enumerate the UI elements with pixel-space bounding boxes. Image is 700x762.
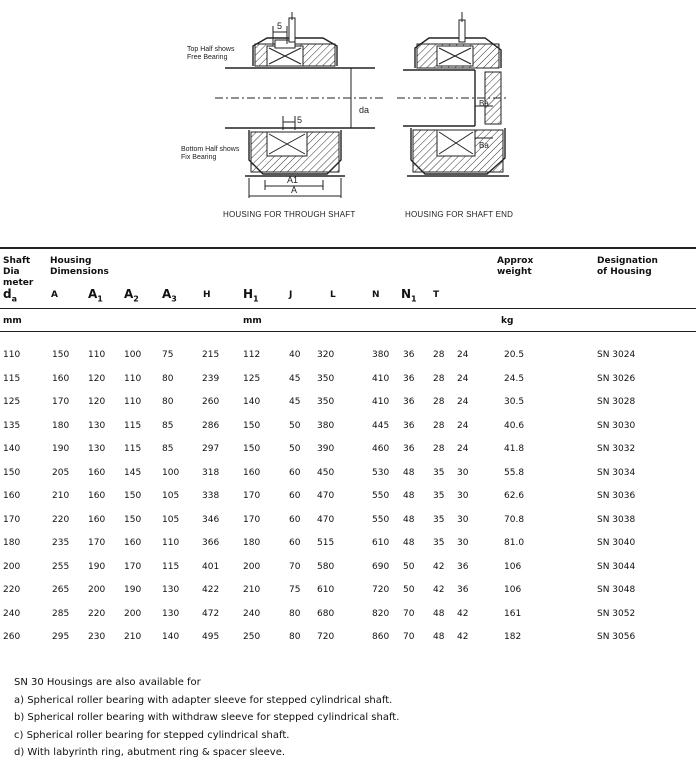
table-cell: SN 3030: [597, 420, 636, 431]
header-housing-line1: Housing: [50, 256, 92, 266]
table-cell: 150: [52, 350, 70, 360]
table-cell: 70.8: [504, 514, 525, 525]
table-cell: 145: [124, 467, 142, 478]
table-cell: 24: [457, 373, 469, 384]
table-cell: 60: [289, 514, 301, 525]
symbol-a1-sub: 1: [97, 294, 103, 304]
table-cell: 70: [403, 608, 415, 619]
note-item: c) Spherical roller bearing for stepped cylindrical shaft.: [14, 729, 290, 741]
table-row: [0, 609, 696, 623]
table-cell: 530: [372, 467, 390, 478]
caption-through-shaft: HOUSING FOR THROUGH SHAFT: [223, 210, 356, 219]
table-cell: 80: [289, 632, 301, 642]
table-cell: 36: [457, 561, 469, 572]
table-cell: 50: [403, 585, 415, 595]
table-cell: 460: [372, 444, 390, 454]
table-cell: 105: [162, 491, 180, 501]
table-cell: 338: [202, 491, 220, 501]
table-cell: 161: [504, 608, 522, 619]
table-cell: SN 3036: [597, 491, 636, 501]
table-cell: 380: [372, 350, 390, 360]
table-cell: 250: [243, 632, 261, 642]
table-row: [0, 491, 696, 505]
table-cell: 200: [88, 585, 106, 595]
housing-drawing: [175, 8, 535, 219]
dim-5-mid: 5: [297, 115, 303, 125]
table-row: [0, 585, 696, 599]
table-cell: 36: [403, 350, 415, 360]
dim-a1: A1: [287, 175, 299, 185]
note-item: b) Spherical roller bearing with withdraw sleeve for stepped cylindrical shaft.: [14, 712, 400, 723]
table-cell: 297: [202, 444, 220, 454]
table-cell: 28: [433, 397, 445, 407]
table-cell: 30: [457, 538, 469, 548]
dim-a: A: [291, 185, 298, 195]
table-cell: 170: [243, 491, 261, 501]
table-units-rule: [0, 331, 696, 332]
table-cell: 515: [317, 538, 335, 548]
table-cell: 180: [3, 538, 21, 548]
symbol-a1: [88, 287, 103, 303]
table-cell: SN 3052: [597, 608, 636, 619]
unit-shaft-mm: mm: [3, 316, 22, 326]
symbol-a2-main: A: [124, 287, 134, 301]
table-row: [0, 562, 696, 576]
table-cell: 62.6: [504, 491, 525, 501]
table-cell: 35: [433, 514, 445, 525]
symbol-da-sub: a: [11, 294, 17, 304]
table-cell: 115: [124, 420, 142, 431]
symbol-a: A: [51, 290, 58, 300]
table-cell: 320: [317, 350, 335, 360]
caption-shaft-end: HOUSING FOR SHAFT END: [405, 210, 514, 219]
table-cell: 110: [88, 350, 106, 360]
table-cell: 30: [457, 491, 469, 501]
symbol-h1: [243, 287, 259, 303]
table-header-rule: [0, 308, 696, 309]
table-row: [0, 397, 696, 411]
notes-intro: SN 30 Housings are also available for: [14, 677, 201, 688]
housing-drawing-svg: [175, 8, 535, 208]
table-cell: 470: [317, 491, 335, 501]
table-cell: 286: [202, 420, 220, 431]
table-cell: 30.5: [504, 397, 525, 407]
table-cell: 190: [88, 561, 106, 572]
table-row: [0, 444, 696, 458]
table-cell: 720: [372, 585, 390, 595]
table-cell: 190: [124, 585, 142, 595]
unit-dims-mm: mm: [243, 316, 262, 326]
table-cell: SN 3044: [597, 561, 636, 572]
table-cell: 24: [457, 444, 469, 454]
table-cell: 210: [243, 585, 261, 595]
header-designation-line2: of Housing: [597, 267, 652, 277]
bottom-half-note: [181, 146, 239, 162]
symbol-da: [3, 287, 17, 303]
table-cell: 170: [243, 514, 261, 525]
table-cell: 70: [403, 632, 415, 642]
table-cell: SN 3032: [597, 444, 636, 454]
table-cell: 160: [88, 467, 106, 478]
table-cell: 105: [162, 514, 180, 525]
table-cell: 200: [3, 561, 21, 572]
table-row: [0, 538, 696, 552]
dim-da: da: [359, 105, 370, 115]
table-cell: 235: [52, 538, 70, 548]
table-cell: 860: [372, 632, 390, 642]
table-cell: 160: [88, 514, 106, 525]
table-cell: 200: [124, 608, 142, 619]
table-cell: 24: [457, 350, 469, 360]
symbol-n1-main: N: [401, 287, 412, 301]
table-cell: 240: [243, 608, 261, 619]
table-cell: 30: [457, 514, 469, 525]
table-cell: 150: [124, 514, 142, 525]
symbol-a2: [124, 287, 139, 303]
table-cell: 55.8: [504, 467, 525, 478]
table-cell: 40: [289, 350, 301, 360]
table-cell: SN 3040: [597, 538, 636, 548]
table-cell: 170: [88, 538, 106, 548]
table-cell: 48: [433, 608, 445, 619]
table-cell: 265: [52, 585, 70, 595]
top-half-note-line2: Free Bearing: [187, 54, 228, 61]
header-housing-line2: Dimensions: [50, 267, 109, 277]
table-cell: SN 3056: [597, 632, 636, 642]
symbol-a3-main: A: [162, 287, 172, 301]
header-approx-weight: [497, 256, 533, 278]
table-cell: 42: [457, 632, 469, 642]
bottom-half-note-line1: Bottom Half shows: [181, 146, 240, 153]
table-cell: 472: [202, 608, 220, 619]
table-cell: 220: [52, 514, 70, 525]
table-cell: 366: [202, 538, 220, 548]
table-cell: 422: [202, 585, 220, 595]
table-cell: 85: [162, 444, 174, 454]
table-cell: 140: [162, 632, 180, 642]
note-item: d) With labyrinth ring, abutment ring & spacer sleeve.: [14, 747, 286, 758]
table-cell: 210: [124, 632, 142, 642]
table-cell: 75: [162, 350, 174, 360]
table-cell: 75: [289, 585, 301, 595]
table-top-rule: [0, 247, 696, 249]
table-cell: 24.5: [504, 373, 525, 384]
symbol-n1: [401, 287, 417, 303]
table-cell: 28: [433, 350, 445, 360]
dim-ba: Ba: [479, 99, 489, 108]
table-cell: 160: [52, 373, 70, 384]
table-cell: 106: [504, 561, 522, 572]
table-cell: 106: [504, 585, 522, 595]
table-cell: 150: [243, 444, 261, 454]
table-cell: 150: [124, 491, 142, 501]
table-cell: 60: [289, 538, 301, 548]
table-cell: 240: [3, 608, 21, 619]
table-cell: 170: [3, 514, 21, 525]
table-cell: 81.0: [504, 538, 525, 548]
table-cell: 260: [202, 397, 220, 407]
table-cell: 180: [52, 420, 70, 431]
table-cell: 28: [433, 420, 445, 431]
table-cell: 170: [124, 561, 142, 572]
table-cell: 410: [372, 373, 390, 384]
symbol-a2-sub: 2: [133, 294, 139, 304]
top-half-note-line1: Top Half shows: [187, 46, 235, 53]
table-cell: 610: [317, 585, 335, 595]
table-cell: 36: [403, 420, 415, 431]
symbol-h: H: [203, 290, 211, 300]
header-shaft-line1: Shaft: [3, 256, 31, 266]
table-cell: 401: [202, 561, 220, 572]
table-cell: 42: [433, 585, 445, 595]
header-weight-line1: Approx: [497, 256, 534, 266]
symbol-a1-main: A: [88, 287, 98, 301]
symbol-n: N: [372, 290, 380, 300]
table-cell: 190: [52, 444, 70, 454]
table-cell: 182: [504, 632, 522, 642]
table-cell: 350: [317, 373, 335, 384]
table-cell: 130: [162, 608, 180, 619]
table-cell: 380: [317, 420, 335, 431]
table-cell: 48: [403, 467, 415, 478]
header-shaft-line2: Dia: [3, 267, 20, 277]
table-cell: 125: [3, 397, 21, 407]
table-cell: 110: [124, 397, 142, 407]
table-cell: 50: [403, 561, 415, 572]
symbol-n1-sub: 1: [411, 294, 417, 304]
availability-notes: [14, 674, 399, 762]
table-cell: 350: [317, 397, 335, 407]
table-cell: 720: [317, 632, 335, 642]
table-cell: 410: [372, 397, 390, 407]
table-cell: 680: [317, 608, 335, 619]
table-cell: 550: [372, 491, 390, 501]
table-cell: 20.5: [504, 350, 525, 360]
table-cell: SN 3028: [597, 397, 636, 407]
note-item: a) Spherical roller bearing with adapter sleeve for stepped cylindrical shaft.: [14, 694, 393, 706]
symbol-t: T: [433, 290, 440, 300]
table-cell: 160: [124, 538, 142, 548]
symbol-l: L: [330, 290, 336, 300]
table-cell: 110: [124, 373, 142, 384]
table-cell: 50: [289, 444, 301, 454]
table-cell: 115: [124, 444, 142, 454]
table-cell: 160: [243, 467, 261, 478]
table-cell: 450: [317, 467, 335, 478]
table-cell: 130: [162, 585, 180, 595]
table-cell: 35: [433, 538, 445, 548]
table-cell: 100: [124, 350, 142, 360]
table-cell: 200: [243, 561, 261, 572]
table-cell: 210: [52, 491, 70, 501]
table-cell: 205: [52, 467, 70, 478]
table-cell: SN 3048: [597, 585, 636, 595]
dim-5-top: 5: [277, 21, 283, 31]
symbol-a3: [162, 287, 177, 303]
table-cell: 28: [433, 444, 445, 454]
table-cell: 239: [202, 373, 220, 384]
table-cell: 42: [433, 561, 445, 572]
table-cell: 180: [243, 538, 261, 548]
header-weight-line2: weight: [497, 267, 532, 277]
table-cell: 220: [3, 585, 21, 595]
table-cell: 24: [457, 420, 469, 431]
table-cell: SN 3024: [597, 350, 636, 360]
table-cell: 115: [162, 561, 180, 572]
table-cell: 35: [433, 467, 445, 478]
header-designation-line1: Designation: [597, 256, 658, 266]
table-cell: 28: [433, 373, 445, 384]
table-cell: 80: [162, 397, 174, 407]
table-cell: 140: [3, 444, 21, 454]
shaft-end-view: [397, 12, 509, 176]
table-cell: 130: [88, 420, 106, 431]
table-row: [0, 421, 696, 435]
table-cell: 50: [289, 420, 301, 431]
table-cell: 260: [3, 632, 21, 642]
table-cell: 40.6: [504, 420, 525, 431]
bottom-half-note-line2: Fix Bearing: [181, 154, 217, 161]
table-cell: 60: [289, 467, 301, 478]
table-cell: 36: [457, 585, 469, 595]
top-half-note: [187, 46, 234, 62]
table-cell: 495: [202, 632, 220, 642]
table-cell: 48: [403, 491, 415, 501]
table-cell: 60: [289, 491, 301, 501]
table-cell: 36: [403, 373, 415, 384]
table-cell: 45: [289, 373, 301, 384]
table-cell: 48: [403, 538, 415, 548]
table-cell: 80: [162, 373, 174, 384]
unit-weight-kg: kg: [501, 316, 514, 326]
table-row: [0, 632, 696, 646]
table-cell: 120: [88, 397, 106, 407]
table-cell: 70: [289, 561, 301, 572]
table-cell: 41.8: [504, 444, 525, 454]
table-cell: 318: [202, 467, 220, 478]
table-cell: 130: [88, 444, 106, 454]
table-cell: 110: [162, 538, 180, 548]
table-cell: 220: [88, 608, 106, 619]
table-row: [0, 515, 696, 529]
table-cell: 295: [52, 632, 70, 642]
table-cell: 470: [317, 514, 335, 525]
table-cell: 140: [243, 397, 261, 407]
table-cell: SN 3034: [597, 467, 636, 478]
table-cell: 48: [433, 632, 445, 642]
table-cell: 445: [372, 420, 390, 431]
table-row: [0, 350, 696, 364]
table-cell: 215: [202, 350, 220, 360]
table-row: [0, 374, 696, 388]
table-cell: SN 3038: [597, 514, 636, 525]
table-cell: 346: [202, 514, 220, 525]
table-cell: 550: [372, 514, 390, 525]
symbol-da-main: d: [3, 287, 12, 301]
dim-ba-lower: Ba: [479, 141, 489, 150]
table-cell: 36: [403, 397, 415, 407]
table-cell: 36: [403, 444, 415, 454]
table-cell: 45: [289, 397, 301, 407]
table-cell: 580: [317, 561, 335, 572]
table-cell: 150: [3, 467, 21, 478]
table-cell: 170: [52, 397, 70, 407]
table-cell: 110: [3, 350, 21, 360]
table-cell: 100: [162, 467, 180, 478]
table-cell: 112: [243, 350, 261, 360]
symbol-j: J: [289, 290, 293, 300]
table-cell: 115: [3, 373, 21, 384]
table-cell: 820: [372, 608, 390, 619]
table-cell: 35: [433, 491, 445, 501]
table-cell: 80: [289, 608, 301, 619]
table-cell: 135: [3, 420, 21, 431]
table-cell: 255: [52, 561, 70, 572]
table-cell: 390: [317, 444, 335, 454]
table-cell: 230: [88, 632, 106, 642]
header-designation: [597, 256, 658, 278]
table-row: [0, 468, 696, 482]
symbol-h1-main: H: [243, 287, 254, 301]
table-cell: 690: [372, 561, 390, 572]
table-cell: 120: [88, 373, 106, 384]
header-housing-dimensions: [50, 256, 109, 278]
header-shaft-diameter: [3, 256, 33, 289]
symbol-a3-sub: 3: [171, 294, 177, 304]
header-shaft-line3: meter: [3, 278, 34, 288]
table-cell: 24: [457, 397, 469, 407]
table-cell: 285: [52, 608, 70, 619]
table-cell: 85: [162, 420, 174, 431]
table-cell: 48: [403, 514, 415, 525]
table-cell: 42: [457, 608, 469, 619]
table-cell: 30: [457, 467, 469, 478]
table-cell: 150: [243, 420, 261, 431]
symbol-h1-sub: 1: [253, 294, 259, 304]
table-cell: 160: [3, 491, 21, 501]
table-cell: SN 3026: [597, 373, 636, 384]
table-cell: 610: [372, 538, 390, 548]
table-cell: 125: [243, 373, 261, 384]
table-cell: 160: [88, 491, 106, 501]
